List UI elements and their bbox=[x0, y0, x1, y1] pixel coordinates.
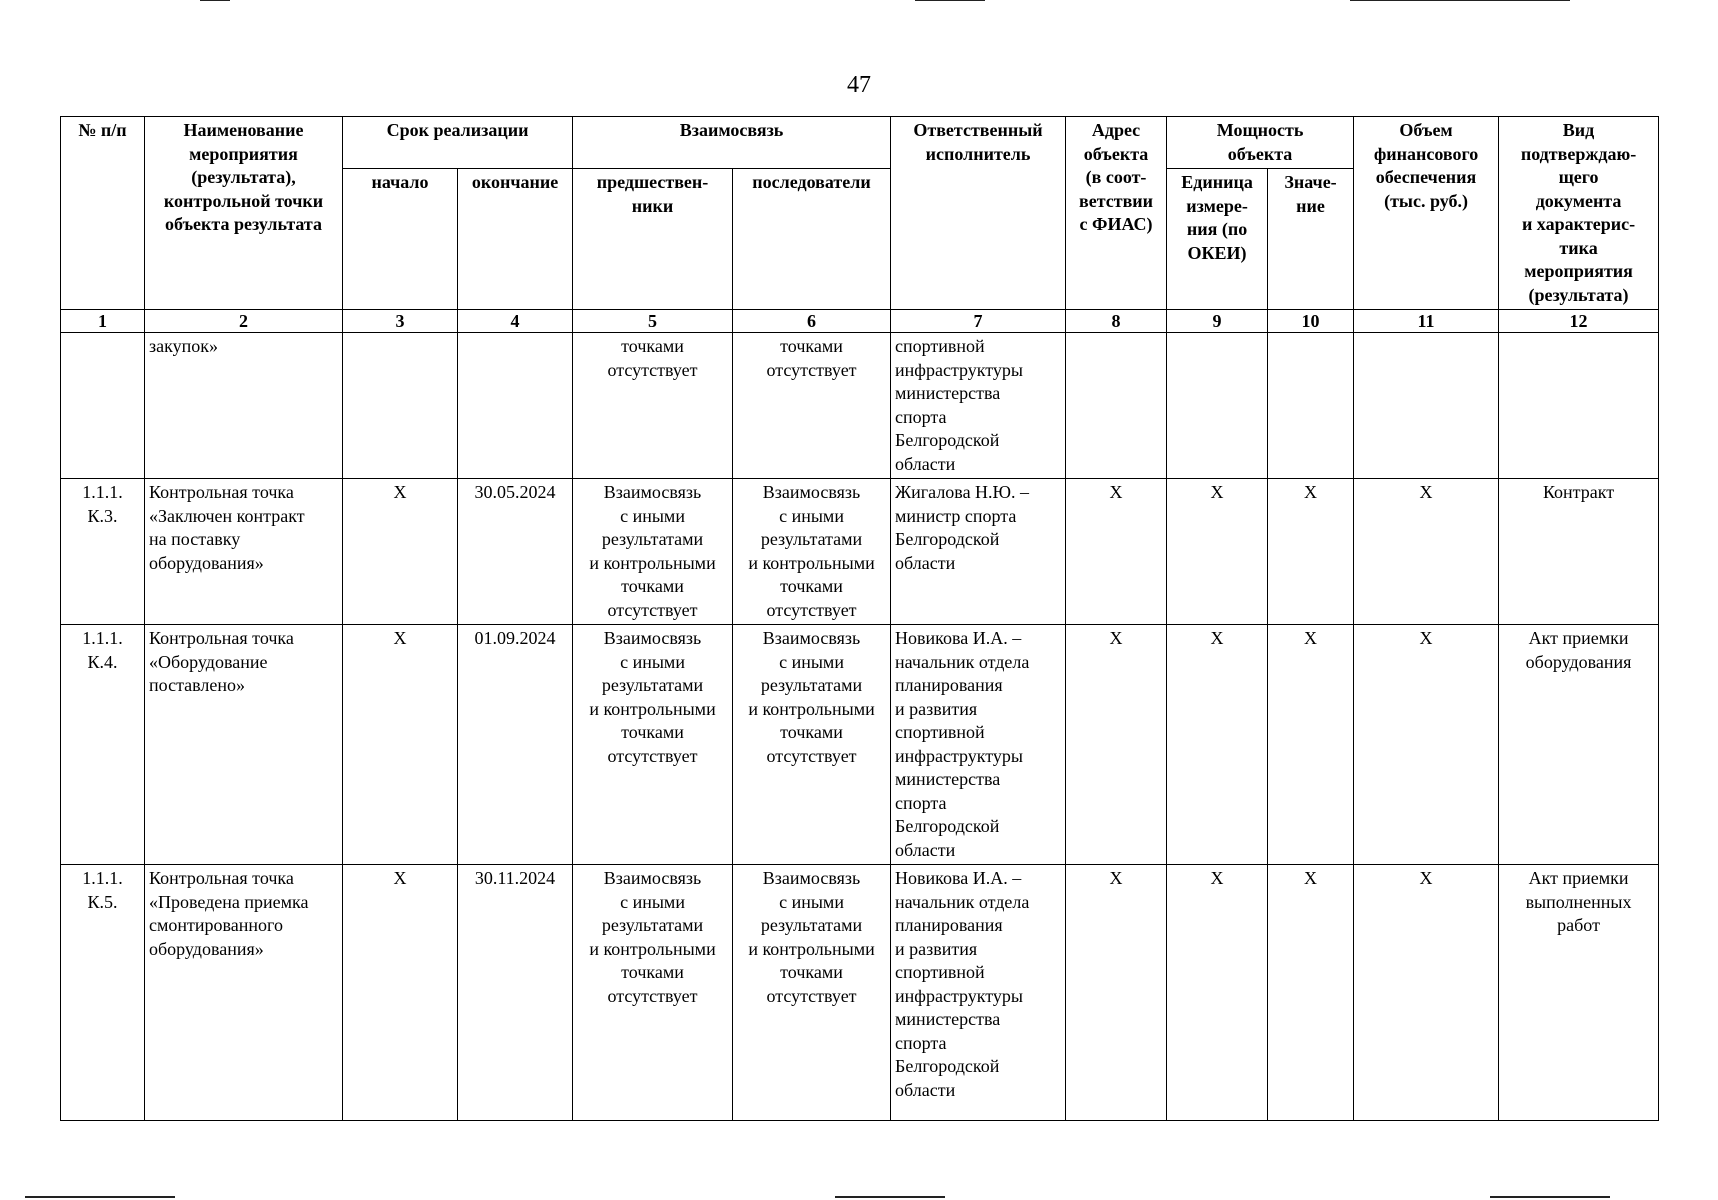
table-row bbox=[61, 479, 1659, 625]
header-value: Значе- ние bbox=[1268, 169, 1354, 310]
scan-artifact-top-1 bbox=[200, 0, 230, 1]
cell-name: Контрольная точка «Оборудование поставлено» bbox=[145, 625, 343, 865]
cell-address bbox=[1066, 333, 1167, 479]
cell-responsible: Новикова И.А. – начальник отдела планирования и развития спортивной инфраструктуры министерства спорта Белгородской области bbox=[891, 865, 1066, 1121]
cell-predecessors: точками отсутствует bbox=[573, 333, 733, 479]
schedule-table bbox=[60, 116, 1659, 1121]
cell-successors: Взаимосвязь с иными результатами и контрольными точками отсутствует bbox=[733, 625, 891, 865]
header-srok-group: Срок реализации bbox=[343, 117, 573, 169]
cell-responsible: спортивной инфраструктуры министерства спорта Белгородской области bbox=[891, 333, 1066, 479]
table-row bbox=[61, 333, 1659, 479]
cell-value: X bbox=[1268, 625, 1354, 865]
cell-number: 1.1.1. К.5. bbox=[61, 865, 145, 1121]
column-number: 1 bbox=[61, 310, 145, 333]
header-power-group: Мощность объекта bbox=[1167, 117, 1354, 169]
column-number: 5 bbox=[573, 310, 733, 333]
cell-finance: X bbox=[1354, 625, 1499, 865]
cell-unit: X bbox=[1167, 865, 1268, 1121]
cell-document: Контракт bbox=[1499, 479, 1659, 625]
column-number: 3 bbox=[343, 310, 458, 333]
cell-unit bbox=[1167, 333, 1268, 479]
cell-document: Акт приемки оборудования bbox=[1499, 625, 1659, 865]
cell-successors: Взаимосвязь с иными результатами и контрольными точками отсутствует bbox=[733, 865, 891, 1121]
cell-finance: X bbox=[1354, 865, 1499, 1121]
column-number: 11 bbox=[1354, 310, 1499, 333]
header-predecessors: предшествен- ники bbox=[573, 169, 733, 310]
column-number: 4 bbox=[458, 310, 573, 333]
cell-predecessors: Взаимосвязь с иными результатами и контрольными точками отсутствует bbox=[573, 479, 733, 625]
cell-unit: X bbox=[1167, 625, 1268, 865]
cell-number: 1.1.1. К.4. bbox=[61, 625, 145, 865]
header-address: Адрес объекта (в соот- ветствии с ФИАС) bbox=[1066, 117, 1167, 310]
table-row bbox=[61, 625, 1659, 865]
cell-number: 1.1.1. К.3. bbox=[61, 479, 145, 625]
header-end: окончание bbox=[458, 169, 573, 310]
scan-artifact-top-2 bbox=[915, 0, 985, 1]
header-document: Вид подтверждаю- щего документа и характерис- тика мероприятия (результата) bbox=[1499, 117, 1659, 310]
header-successors: последователи bbox=[733, 169, 891, 310]
scan-artifact-bottom-3 bbox=[1490, 1196, 1610, 1198]
cell-name: закупок» bbox=[145, 333, 343, 479]
cell-successors: точками отсутствует bbox=[733, 333, 891, 479]
scan-artifact-bottom-1 bbox=[25, 1196, 175, 1198]
cell-start bbox=[343, 333, 458, 479]
cell-value: X bbox=[1268, 479, 1354, 625]
column-number: 6 bbox=[733, 310, 891, 333]
scan-artifact-top-3 bbox=[1350, 0, 1570, 1]
header-link-group: Взаимосвязь bbox=[573, 117, 891, 169]
header-responsible: Ответственный исполнитель bbox=[891, 117, 1066, 310]
cell-document: Акт приемки выполненных работ bbox=[1499, 865, 1659, 1121]
cell-predecessors: Взаимосвязь с иными результатами и контрольными точками отсутствует bbox=[573, 865, 733, 1121]
cell-name: Контрольная точка «Проведена приемка смонтированного оборудования» bbox=[145, 865, 343, 1121]
cell-responsible: Новикова И.А. – начальник отдела планирования и развития спортивной инфраструктуры министерства спорта Белгородской области bbox=[891, 625, 1066, 865]
cell-start: X bbox=[343, 625, 458, 865]
header-finance: Объем финансового обеспечения (тыс. руб.) bbox=[1354, 117, 1499, 310]
cell-address: X bbox=[1066, 479, 1167, 625]
cell-document bbox=[1499, 333, 1659, 479]
column-number: 12 bbox=[1499, 310, 1659, 333]
column-number: 9 bbox=[1167, 310, 1268, 333]
header-number: № п/п bbox=[61, 117, 145, 310]
cell-address: X bbox=[1066, 865, 1167, 1121]
cell-unit: X bbox=[1167, 479, 1268, 625]
cell-predecessors: Взаимосвязь с иными результатами и контрольными точками отсутствует bbox=[573, 625, 733, 865]
header-start: начало bbox=[343, 169, 458, 310]
cell-value: X bbox=[1268, 865, 1354, 1121]
column-number: 7 bbox=[891, 310, 1066, 333]
cell-end bbox=[458, 333, 573, 479]
cell-start: X bbox=[343, 865, 458, 1121]
cell-address: X bbox=[1066, 625, 1167, 865]
column-number: 2 bbox=[145, 310, 343, 333]
column-number-row bbox=[61, 310, 1659, 333]
cell-end: 01.09.2024 bbox=[458, 625, 573, 865]
cell-start: X bbox=[343, 479, 458, 625]
column-number: 8 bbox=[1066, 310, 1167, 333]
cell-number bbox=[61, 333, 145, 479]
cell-end: 30.11.2024 bbox=[458, 865, 573, 1121]
cell-end: 30.05.2024 bbox=[458, 479, 573, 625]
column-number: 10 bbox=[1268, 310, 1354, 333]
table-row bbox=[61, 865, 1659, 1121]
header-unit: Единица измере- ния (по ОКЕИ) bbox=[1167, 169, 1268, 310]
page-number: 47 bbox=[847, 72, 871, 98]
cell-successors: Взаимосвязь с иными результатами и контрольными точками отсутствует bbox=[733, 479, 891, 625]
cell-finance: X bbox=[1354, 479, 1499, 625]
cell-name: Контрольная точка «Заключен контракт на поставку оборудования» bbox=[145, 479, 343, 625]
header-name: Наименование мероприятия (результата), контрольной точки объекта результата bbox=[145, 117, 343, 310]
scan-artifact-bottom-2 bbox=[835, 1196, 945, 1198]
cell-finance bbox=[1354, 333, 1499, 479]
cell-responsible: Жигалова Н.Ю. – министр спорта Белгородской области bbox=[891, 479, 1066, 625]
cell-value bbox=[1268, 333, 1354, 479]
